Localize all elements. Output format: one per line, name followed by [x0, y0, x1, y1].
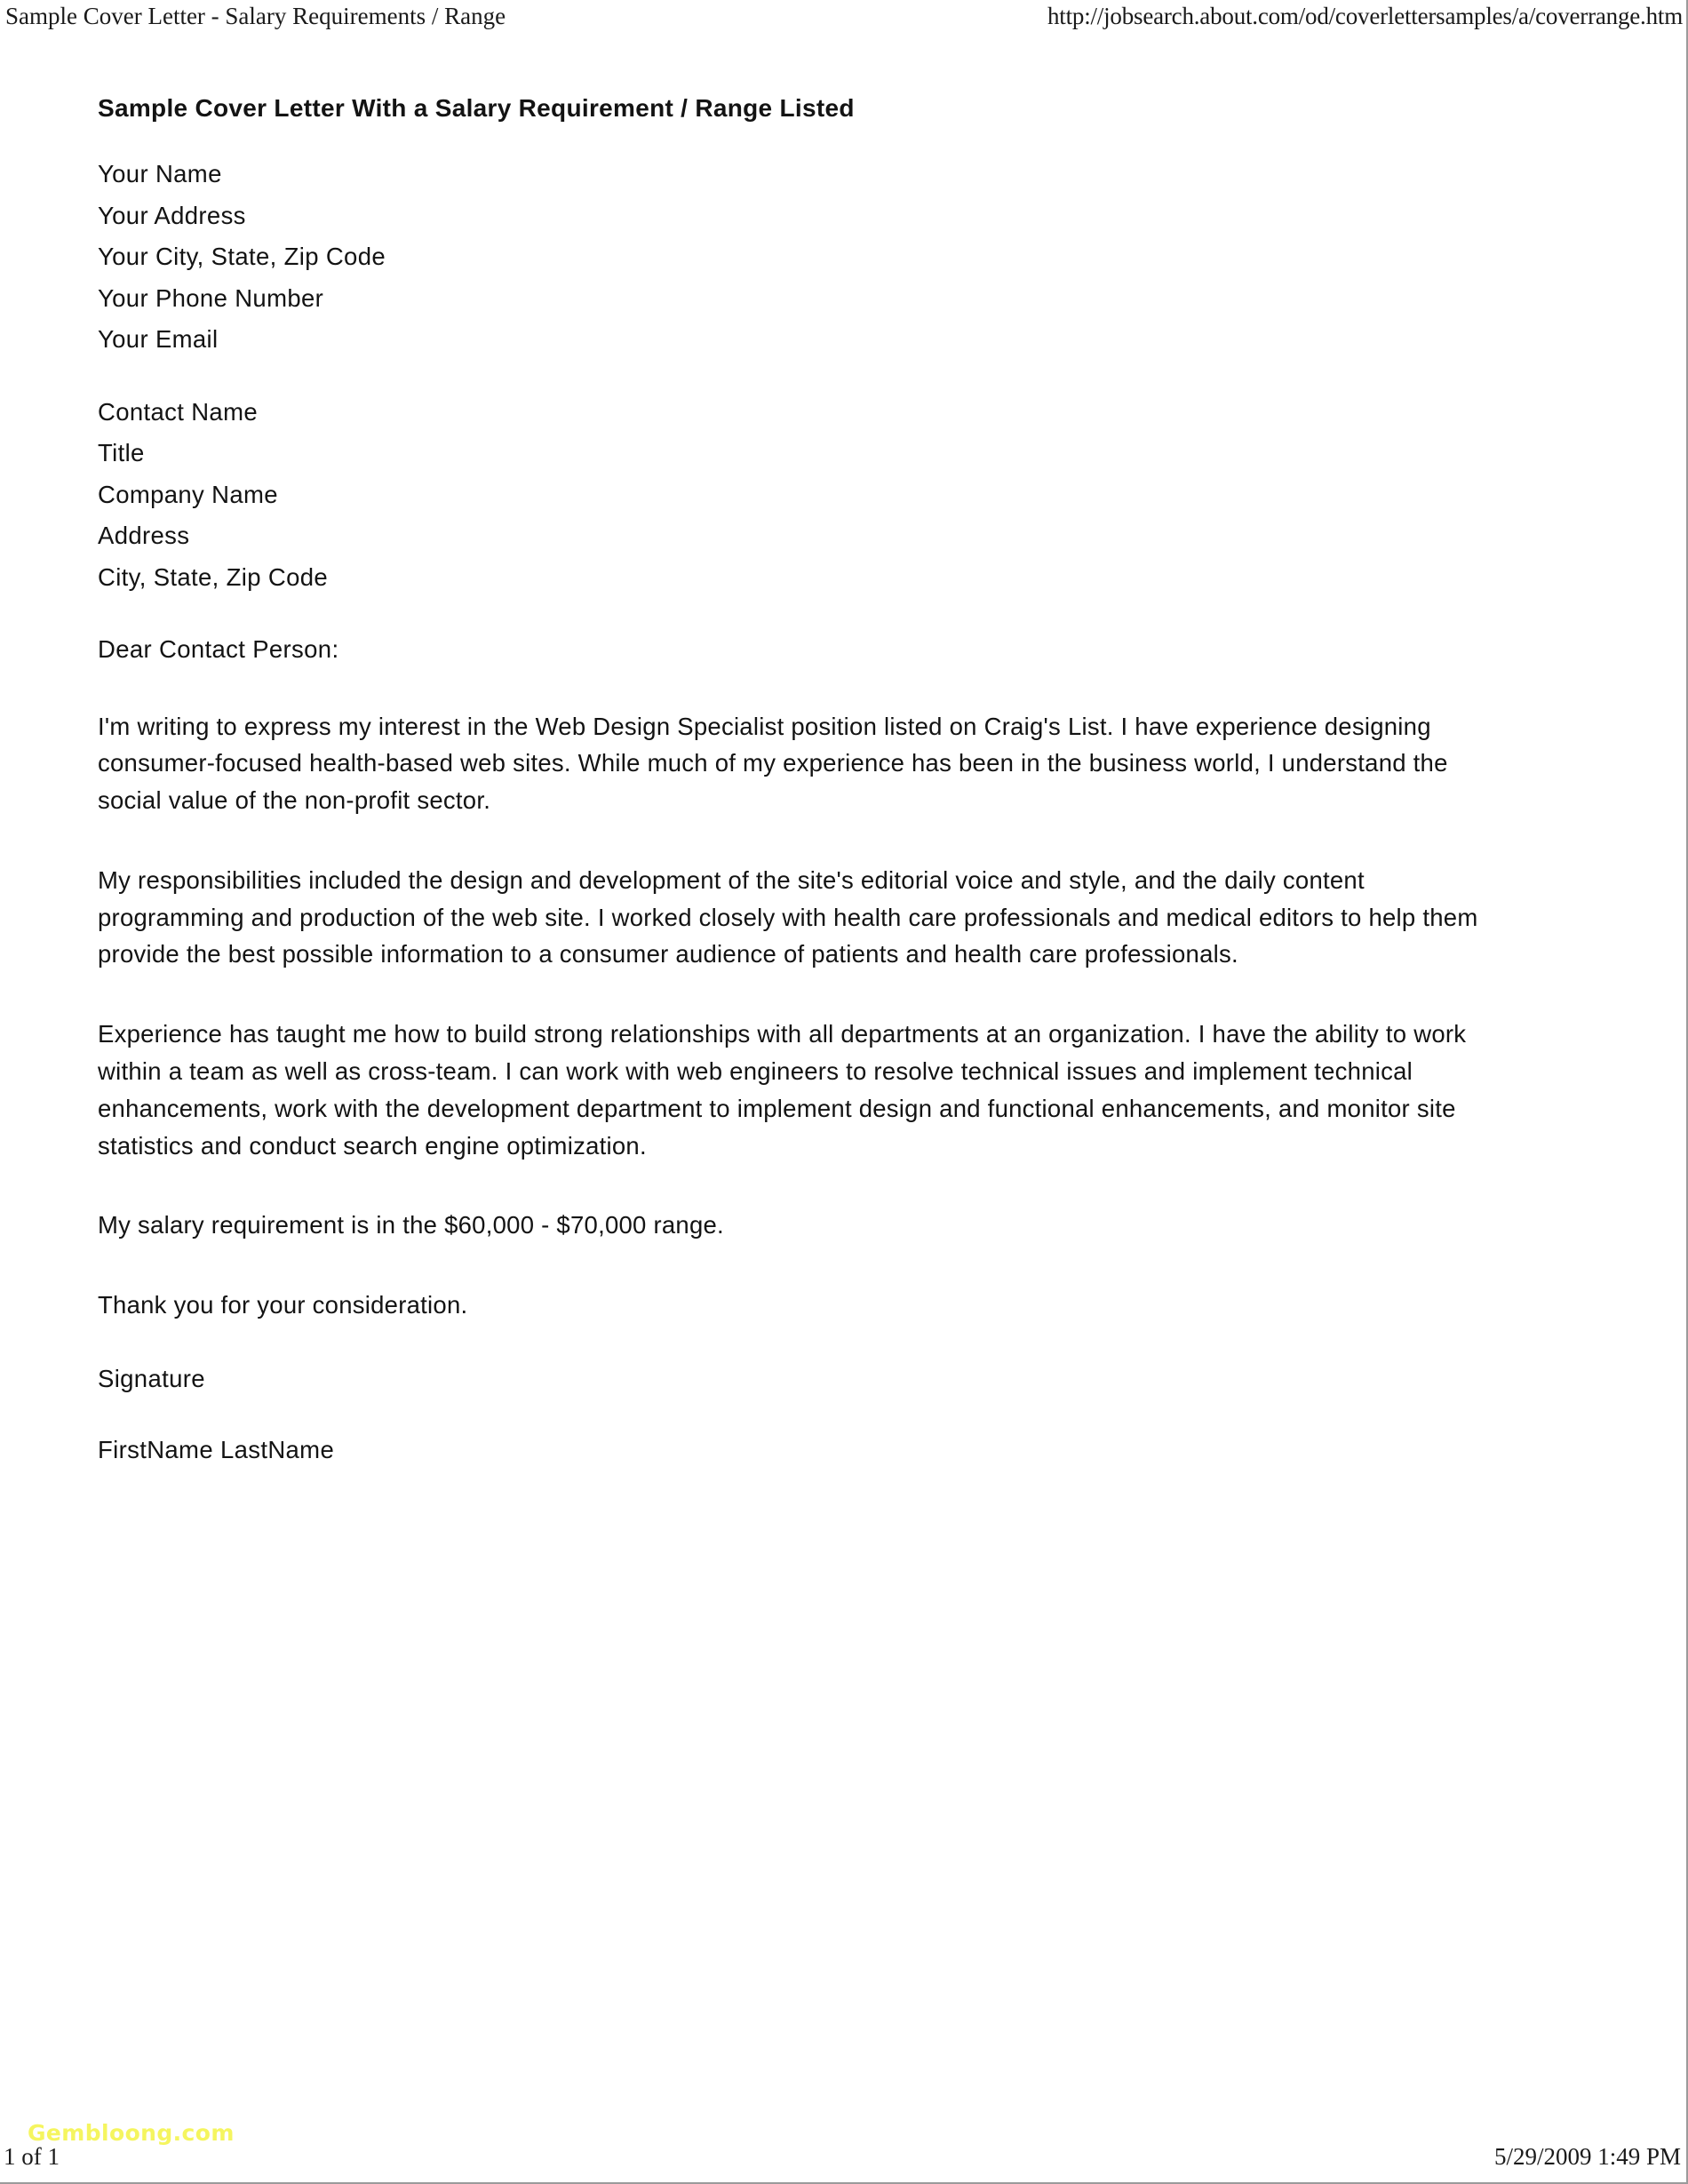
- print-header: [0, 4, 1688, 39]
- site-watermark: Gembloong.com: [28, 2120, 235, 2146]
- recipient-city-state-zip: City, State, Zip Code: [98, 562, 329, 591]
- recipient-company-name: Company Name: [98, 480, 278, 508]
- letter-title: Sample Cover Letter With a Salary Requirement / Range Listed: [98, 94, 855, 122]
- sender-address: Your Address: [98, 201, 246, 229]
- body-paragraph-3: Experience has taught me how to build strong relationships with all departments at an organization. I have the ability to work within a team as well as cross-team. I can work with web engineers to resolve technical issues and implement technical enhancements, work with the development department to implement design and functional enhancements, and monitor site statistics and conduct search engine optimization.: [98, 1020, 1467, 1160]
- salary-requirement-statement: My salary requirement is in the $60,000 - $70,000 range.: [98, 1211, 724, 1239]
- sender-address-block: [98, 162, 1608, 352]
- print-header-title: Sample Cover Letter - Salary Requirements / Range: [5, 3, 506, 29]
- recipient-contact-name: Contact Name: [98, 397, 258, 426]
- page-indicator: 1 of 1: [4, 2143, 60, 2170]
- print-header-url: http://jobsearch.about.com/od/coverlettersamples/a/coverrange.htm: [1047, 3, 1683, 29]
- thank-you-statement: Thank you for your consideration.: [98, 1291, 468, 1319]
- sender-name: Your Name: [98, 160, 222, 187]
- recipient-address: Address: [98, 522, 190, 549]
- salutation: Dear Contact Person:: [98, 635, 339, 663]
- sender-city-state-zip: Your City, State, Zip Code: [98, 243, 386, 270]
- body-paragraph-1: I'm writing to express my interest in the Web Design Specialist position listed on Craig's List. I have experience designing consumer-focused health-based web sites. While much of my experience has been in the business world, I understand the social value of the non-profit sector.: [98, 712, 1448, 815]
- signature-label: Signature: [98, 1365, 205, 1393]
- sender-phone: Your Phone Number: [98, 283, 324, 312]
- print-timestamp: 5/29/2009 1:49 PM: [1493, 2143, 1681, 2170]
- cover-letter-body: [98, 96, 1608, 1462]
- sender-email: Your Email: [98, 325, 219, 353]
- sender-full-name: FirstName LastName: [98, 1435, 335, 1463]
- print-footer: [0, 2143, 1688, 2171]
- recipient-address-block: [98, 397, 1608, 591]
- body-paragraph-2: My responsibilities included the design and development of the site's editorial voice and style, and the daily content programming and production of the web site. I worked closely with health care professionals and medical editors to help them provide the best possible information to a consumer audience of patients and health care professionals.: [98, 865, 1478, 968]
- recipient-title: Title: [98, 439, 145, 466]
